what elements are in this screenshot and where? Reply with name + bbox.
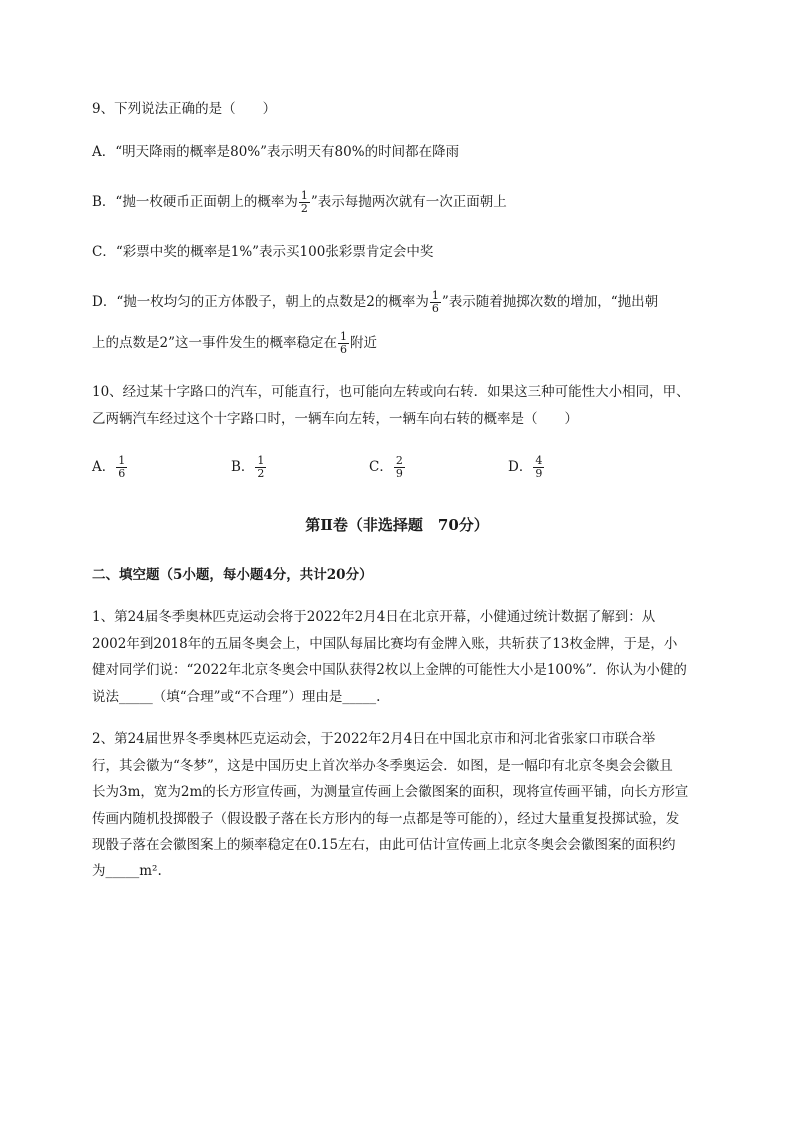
q9-option-d-line2-end: 附近 <box>350 335 377 351</box>
fraction-denominator: 2 <box>257 467 265 480</box>
fill2-line: 2、第24届世界冬季奥林匹克运动会，于2022年2月4日在中国北京市和河北省张家口市联合举 <box>92 731 656 747</box>
q9-option-b-text-end: ”表示每抛两次就有一次正面朝上 <box>310 194 507 210</box>
fill1-line: 2002年到2018年的五届冬奥会上，中国队每届比赛均有金牌入账，共斩获了13枚金牌，于是，小 <box>92 636 678 652</box>
fraction-numerator: 2 <box>395 454 403 467</box>
q10-stem-line2: 乙两辆汽车经过这个十字路口时，一辆车向左转，一辆车向右转的概率是（ ） <box>92 411 578 427</box>
section-heading: 二、填空题（5小题，每小题4分，共计20分） <box>92 567 373 583</box>
q9-option-d-text: D．“抛一枚均匀的正方体骰子，朝上的点数是2的概率为 <box>92 294 429 310</box>
q9-option-a: A．“明天降雨的概率是80%”表示明天有80%的时间都在降雨 <box>92 144 460 160</box>
fill2-line: 传画内随机投掷骰子（假设骰子落在长方形内的每一点都是等可能的），经过大量重复投掷试验，发 <box>92 811 680 827</box>
fraction-denominator: 9 <box>395 467 403 480</box>
q9-option-b-text: B．“抛一枚硬币正面朝上的概率为 <box>92 194 298 210</box>
q10-stem-line1: 10、经过某十字路口的汽车，可能直行，也可能向左转或向右转．如果这三种可能性大小相同，甲、 <box>92 384 690 400</box>
fill1-line: 健对同学们说：“2022年北京冬奥会中国队获得2枚以上金牌的可能性大小是100%”．你认为小健的 <box>92 662 687 678</box>
fraction <box>430 290 441 315</box>
fill2-line: 现骰子落在会徽图案上的频率稳定在0.15左右，由此可估计宣传画上北京冬奥会会徽图案的面积约 <box>92 837 676 853</box>
fraction-numerator: 1 <box>118 454 126 467</box>
fill2-line: 为_____m². <box>92 863 162 879</box>
fraction <box>533 455 544 480</box>
q9-option-c: C．“彩票中奖的概率是1%”表示买100张彩票肯定会中奖 <box>92 244 434 260</box>
q9-stem: 9、下列说法正确的是（ ） <box>92 101 277 117</box>
fraction-denominator: 2 <box>300 202 308 215</box>
option-label: D． <box>508 459 533 475</box>
fraction <box>338 331 349 356</box>
q9-option-d-text-mid: ”表示随着抛掷次数的增加，“抛出朝 <box>441 294 659 310</box>
option-label: C． <box>369 459 393 475</box>
fraction <box>116 455 127 480</box>
fill1-line: 说法_____（填“合理”或“不合理”）理由是_____. <box>92 689 381 705</box>
q10-option-c <box>369 455 406 480</box>
section-title: 第Ⅱ卷（非选择题 70分） <box>305 516 489 534</box>
fraction-numerator: 4 <box>535 454 543 467</box>
q9-option-b <box>92 190 507 215</box>
q9-option-d-line1 <box>92 290 658 315</box>
q9-option-d-line2 <box>92 331 377 356</box>
fill2-line: 行，其会徽为“冬梦”，这是中国历史上首次举办冬季奥运会．如图，是一幅印有北京冬奥会会徽且 <box>92 758 673 774</box>
fraction <box>255 455 266 480</box>
fraction <box>394 455 405 480</box>
option-label: A． <box>92 459 116 475</box>
fraction-denominator: 6 <box>340 343 347 356</box>
fraction-denominator: 6 <box>118 467 126 480</box>
fraction-numerator: 1 <box>340 330 347 343</box>
fraction-denominator: 6 <box>431 302 439 315</box>
q10-option-d <box>508 455 545 480</box>
q10-option-a <box>92 455 128 480</box>
fraction-numerator: 1 <box>300 189 308 202</box>
fraction-numerator: 1 <box>257 454 265 467</box>
fraction-numerator: 1 <box>431 289 439 302</box>
fill1-line: 1、第24届冬季奥林匹克运动会将于2022年2月4日在北京开幕，小健通过统计数据了解到：从 <box>92 609 656 625</box>
fill2-line: 长为3m，宽为2m的长方形宣传画，为测量宣传画上会徽图案的面积，现将宣传画平铺，向长方形宣 <box>92 784 689 800</box>
fraction-denominator: 9 <box>535 467 543 480</box>
option-label: B． <box>231 459 255 475</box>
q9-option-d-line2-text: 上的点数是2”这一事件发生的概率稳定在 <box>92 335 337 351</box>
q10-option-b <box>231 455 267 480</box>
fraction <box>299 190 310 215</box>
